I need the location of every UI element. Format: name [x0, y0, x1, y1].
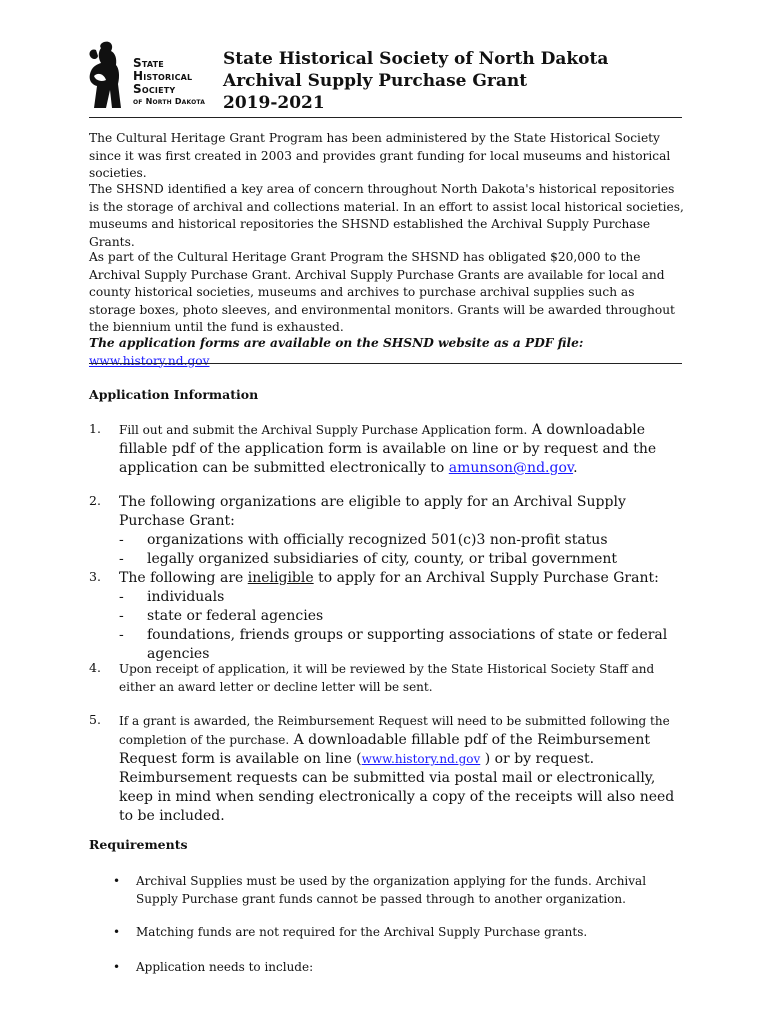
item5-text-b: A downloadable fillable pdf of the Reimbursement Request form is available on line (	[119, 732, 651, 767]
item-body	[119, 493, 684, 569]
requirement-text: Application needs to include:	[136, 960, 314, 974]
history-website-link[interactable]: www.history.nd.gov	[89, 353, 210, 368]
requirements-heading: Requirements	[89, 837, 188, 852]
item-number: 1.	[89, 421, 101, 436]
dash-marker: -	[119, 551, 124, 567]
item1-text-c: .	[573, 460, 578, 476]
shsnd-logo	[84, 38, 214, 110]
requirement-text: Archival Supplies must be used by the organization applying for the funds. Archival Supply Purchase grant funds cannot be passed through to another organization.	[136, 874, 647, 906]
dash-marker: -	[119, 589, 124, 605]
logo-wordmark	[133, 57, 205, 108]
application-info-heading: Application Information	[89, 387, 259, 402]
item-body	[119, 421, 684, 478]
title-line-2: Archival Supply Purchase Grant	[223, 71, 528, 91]
ineligible-sub-item: - state or federal agencies	[119, 608, 324, 624]
forms-note-text: The application forms are available on the SHSND website as a PDF file:	[89, 336, 584, 350]
dash-marker: -	[119, 627, 124, 643]
logo-line-1: State	[133, 56, 164, 70]
requirement-text: Matching funds are not required for the Archival Supply Purchase grants.	[136, 925, 588, 939]
logo-line-4: of North Dakota	[133, 97, 206, 106]
dash-marker: -	[119, 532, 124, 548]
email-link[interactable]: amunson@nd.gov	[448, 460, 574, 476]
title-line-1: State Historical Society of North Dakota	[223, 49, 609, 69]
item-number: 4.	[89, 660, 101, 675]
bullet-marker: •	[113, 960, 121, 974]
intro-paragraph-3: As part of the Cultural Heritage Grant Program the SHSND has obligated $20,000 to the Archival Supply Purchase Grant. Archival Supply Purchase Grants are available for local and county historical societies, museums and archives to purchase archival supplies such as storage boxes, photo sleeves, and environmental monitors. Grants will be awarded throughout the biennium until the fund is exhausted.	[89, 250, 675, 334]
logo-figure-icon	[84, 38, 132, 110]
item-number: 3.	[89, 569, 101, 584]
history-website-link-2[interactable]: www.history.nd.gov	[361, 752, 481, 766]
item4-text: Upon receipt of application, it will be reviewed by the State Historical Society Staff and either an award letter or decline letter will be sent.	[119, 662, 655, 694]
item-number: 5.	[89, 712, 101, 727]
document-title	[223, 48, 608, 114]
item2-text: The following organizations are eligible to apply for an Archival Supply Purchase Grant:	[119, 494, 626, 529]
item3-ineligible: ineligible	[247, 570, 314, 586]
header-divider	[89, 117, 682, 118]
intro-paragraph-1: The Cultural Heritage Grant Program has been administered by the State Historical Society since it was first created in 2003 and provides grant funding for local museums and historical societies.	[89, 131, 671, 180]
ineligible-sub-item: - foundations, friends groups or supporting associations of state or federal agencies	[119, 627, 668, 662]
intro-divider	[89, 363, 682, 364]
item1-text-b: A downloadable fillable pdf of the application form is available on line or by request and the application can be submitted electronically to	[119, 422, 657, 476]
eligible-sub-item: - organizations with officially recognized 501(c)3 non-profit status	[119, 532, 608, 548]
application-forms-note	[89, 335, 684, 370]
item-number: 2.	[89, 493, 101, 508]
item1-text-a: Fill out and submit the Archival Supply Purchase Application form.	[119, 423, 528, 437]
item3-text-b: to apply for an Archival Supply Purchase Grant:	[313, 570, 659, 586]
eligible-sub-item: - legally organized subsidiaries of city, county, or tribal government	[119, 551, 618, 567]
bullet-marker: •	[113, 874, 121, 888]
item-body	[119, 569, 684, 664]
item5-text-c: ) or by request. Reimbursement requests can be submitted via postal mail or electronically, keep in mind when sending electronically a copy of the receipts will also need to be included.	[119, 751, 675, 824]
item3-text-a: The following are	[119, 570, 248, 586]
logo-line-3: Society	[133, 82, 176, 96]
item5-text-a: If a grant is awarded, the Reimbursement Request will need to be submitted following the completion of the purchase.	[119, 714, 670, 747]
intro-paragraph-2: The SHSND identified a key area of concern throughout North Dakota's historical repositories is the storage of archival and collections material. In an effort to assist local historical societies, museums and historical repositories the SHSND established the Archival Supply Purchase Grants.	[89, 182, 684, 249]
logo-line-2: Historical	[133, 69, 193, 83]
item-body	[119, 712, 684, 826]
dash-marker: -	[119, 608, 124, 624]
bullet-marker: •	[113, 925, 121, 939]
title-line-3: 2019-2021	[223, 93, 325, 113]
ineligible-sub-item: - individuals	[119, 589, 225, 605]
